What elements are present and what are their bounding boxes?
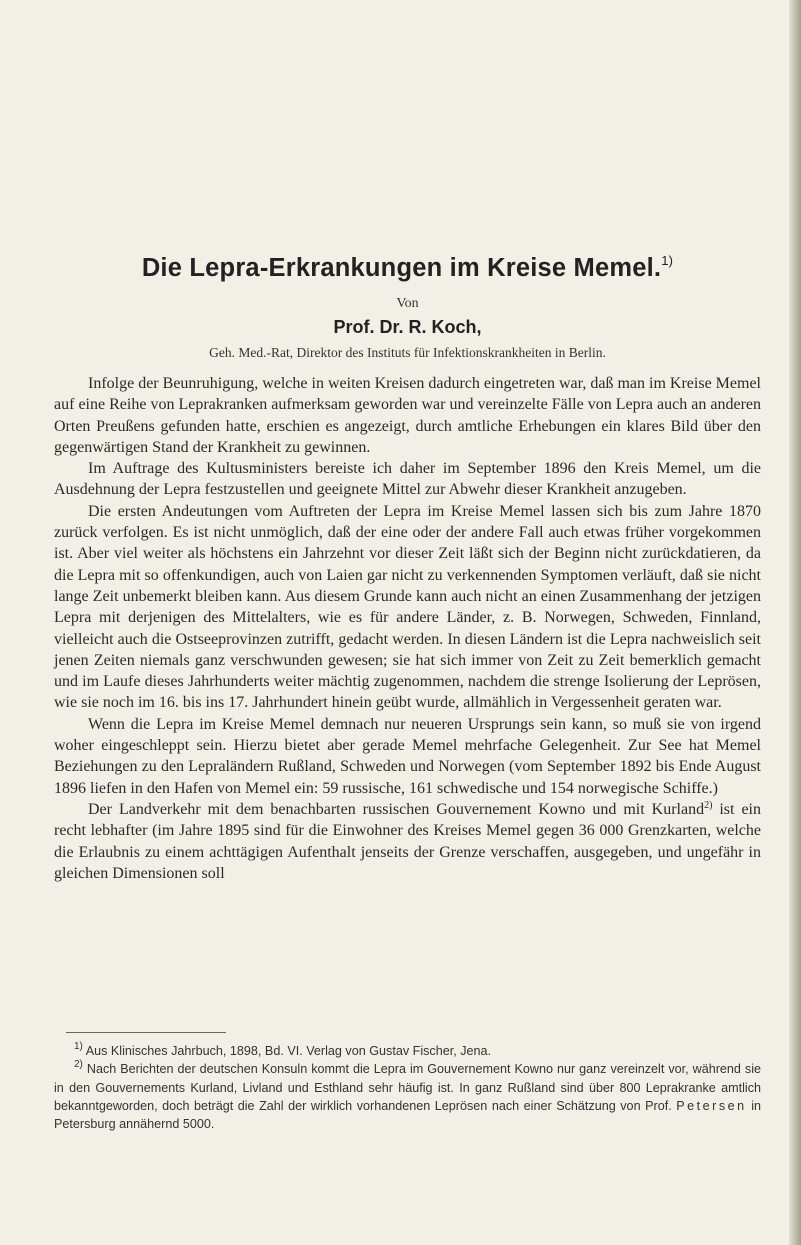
paragraph-4: Wenn die Lepra im Kreise Memel demnach nur neueren Ursprungs sein kann, so muß sie von irgend woher eingeschleppt sein. Hierzu bietet aber gerade Memel mehrfache Gelegenheit. Zur See hat Memel Beziehungen zu den Lepraländern Rußland, Schweden und Norwegen (vom September 1892 bis Ende August 1896 liefen in den Hafen von Memel ein: 59 russische, 161 schwedische und 154 norwegische Schiffe.) — [54, 715, 761, 797]
footnote-1-text: Aus Klinisches Jahrbuch, 1898, Bd. VI. Verlag von Gustav Fischer, Jena. — [82, 1044, 492, 1058]
footnote-1-number: 1) — [74, 1041, 83, 1052]
footnote-2-text-start: Nach Berichten der deutschen Konsuln kommt die Lepra im Gouvernement Kowno nur ganz vereinzelt vor, während sie in den Gouvernements Kurland, Livland und Esthland sehr häufig ist. In ganz Rußland sind über 800 Leprakranke amtlich bekanntgeworden, doch beträgt die Zahl der wirklich vorhandenen Leprösen nach einer Schätzung von Prof. — [54, 1062, 761, 1113]
footnote-1 — [54, 1042, 761, 1060]
footnote-2-marker[interactable]: 2) — [704, 799, 713, 811]
footnote-2-number: 2) — [74, 1059, 83, 1071]
author-name: Prof. Dr. R. Koch, — [333, 317, 482, 337]
paragraph-2: Im Auftrage des Kultusministers bereiste ich daher im September 1896 den Kreis Memel, um die Ausdehnung der Lepra festzustellen und geeignete Mittel zur Abwehr dieser Krankheit anzugeben. — [54, 460, 761, 499]
title-footnote-marker[interactable]: 1) — [661, 253, 674, 268]
document-page — [54, 0, 761, 1245]
paragraph-1: Infolge der Beunruhigung, welche in weiten Kreisen dadurch eingetreten war, daß man im Kreise Memel auf eine Reihe von Leprakranken aufmerksam geworden war und vereinzelte Fälle von Lepra auch an anderen Orten Preußens gefunden hatte, erschien es angezeigt, durch amtliche Erhebungen ein klares Bild über den gegenwärtigen Stand der Krankheit zu gewinnen. — [54, 375, 761, 456]
paragraph-5-start: Der Landverkehr mit dem benachbarten russischen Gouvernement Kowno und mit Kurland — [88, 800, 705, 818]
paragraph-5 — [54, 799, 761, 884]
footnotes — [54, 1042, 761, 1133]
page-edge — [789, 0, 801, 1245]
article-title — [54, 253, 761, 283]
paragraph-3: Die ersten Andeutungen vom Auftreten der Lepra im Kreise Memel lassen sich bis zum Jahre 1870 zurück verfolgen. Es ist nicht unmöglich, daß der eine oder der andere Fall auch etwas früher vorgekommen ist. Aber viel weiter als höchstens ein Jahrzehnt vor dieser Zeit läßt sich der Beginn nicht zurückdatieren, da die Lepra mit so offenkundigen, auch von Laien gar nicht zu verkennenden Symptomen verläuft, daß sie nicht lange Zeit unbemerkt bleiben kann. Aus diesem Grunde kann auch nicht an einen Zusammenhang der jetzigen Lepra mit derjenigen des Mittelalters, wie es für andere Länder, z. B. Norwegen, Schweden, Finnland, vielleicht auch die Ostseeprovinzen zutrifft, gedacht werden. In diesen Ländern ist die Lepra nachweislich seit jenen Zeiten niemals ganz verschwunden gewesen; sie hat sich immer von Zeit zu Zeit bemerklich gemacht und im Laufe dieses Jahrhunderts weiter mächtig zugenommen, nachdem die strenge Isolierung der Leprösen, wie sie noch im 16. bis ins 17. Jahrhundert hinein geübt wurde, allmählich in Vergessenheit geraten war. — [54, 502, 761, 712]
footnote-2 — [54, 1060, 761, 1133]
footnote-rule — [66, 1032, 226, 1033]
article-body — [54, 373, 761, 884]
paragraph-5-end: ist ein recht lebhafter (im Jahre 1895 sind für die Einwohner des Kreises Memel gegen 36 000 Grenzkarten, welche die Erlaubnis zu einem achttägigen Aufenthalt jenseits der Grenze verschaffen, ausgegeben, und ungefähr in gleichen Dimensionen soll — [54, 800, 761, 882]
byline-von: Von — [396, 296, 419, 311]
footnote-2-author-name: Petersen — [676, 1098, 747, 1113]
author-affiliation: Geh. Med.-Rat, Direktor des Instituts für Infektionskrankheiten in Berlin. — [209, 345, 606, 360]
footnote-2-text-end: in Petersburg annähernd 5000. — [54, 1098, 761, 1132]
article-title-text: Die Lepra-Erkrankungen im Kreise Memel. — [141, 254, 662, 282]
